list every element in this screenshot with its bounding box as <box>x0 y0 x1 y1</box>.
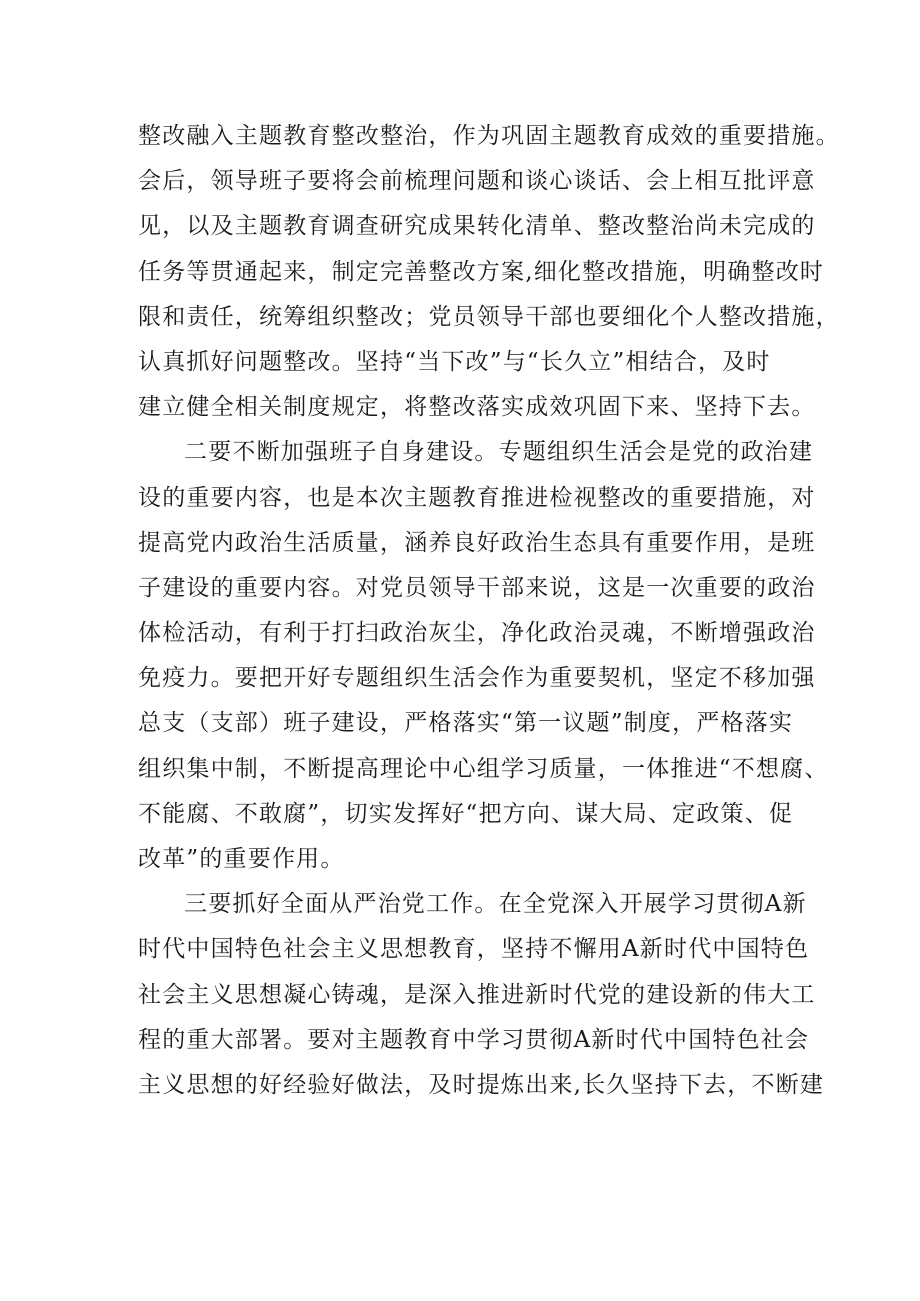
text-line: 限和责任，统筹组织整改；党员领导干部也要细化个人整改措施， <box>138 303 840 330</box>
text-line: 整改融入主题教育整改整治，作为巩固主题教育成效的重要措施。 <box>138 123 840 149</box>
text-line: 时代中国特色社会主义思想教育，坚持不懈用A新时代中国特色 <box>138 936 810 963</box>
text-line: 总支（支部）班子建设，严格落实“第一议题”制度，严格落实 <box>138 710 794 737</box>
text-line: 改革”的重要作用。 <box>138 846 345 872</box>
text-line: 设的重要内容，也是本次主题教育推进检视整改的重要措施，对 <box>138 484 816 511</box>
text-line: 体检活动，有利于打扫政治灰尘，净化政治灵魂，不断增强政治 <box>138 620 816 647</box>
text-line: 见，以及主题教育调查研究成果转化清单、整改整治尚未完成的 <box>138 213 816 240</box>
text-line: 认真抓好问题整改。坚持“当下改”与“长久立”相结合，及时 <box>138 348 771 375</box>
text-line: 不能腐、不敢腐”，切实发挥好“把方向、谋大局、定政策、促 <box>138 800 794 827</box>
paragraph-start-line: 三要抓好全面从严治党工作。在全党深入开展学习贯彻A新 <box>184 891 807 918</box>
paragraph-start-line: 二要不断加强班子自身建设。专题组织生活会是党的政治建 <box>184 439 814 466</box>
text-line: 社会主义思想凝心铸魂，是深入推进新时代党的建设新的伟大工 <box>138 981 816 1008</box>
text-line: 组织集中制，不断提高理论中心组学习质量，一体推进“不想腐、 <box>138 755 829 782</box>
text-line: 任务等贯通起来，制定完善整改方案,细化整改措施，明确整改时 <box>138 258 825 285</box>
text-line: 免疫力。要把开好专题组织生活会作为重要契机，坚定不移加强 <box>138 665 816 692</box>
text-line: 主义思想的好经验好做法，及时提炼出来,长久坚持下去，不断建 <box>138 1071 825 1098</box>
text-line: 程的重大部署。要对主题教育中学习贯彻A新时代中国特色社会 <box>138 1026 810 1053</box>
text-line: 会后，领导班子要将会前梳理问题和谈心谈话、会上相互批评意 <box>138 168 816 195</box>
text-line: 建立健全相关制度规定，将整改落实成效巩固下来、坚持下去。 <box>138 394 816 421</box>
body-text <box>138 114 840 1108</box>
text-line: 提高党内政治生活质量，涵养良好政治生态具有重要作用，是班 <box>138 529 816 556</box>
text-line: 子建设的重要内容。对党员领导干部来说，这是一次重要的政治 <box>138 574 816 601</box>
